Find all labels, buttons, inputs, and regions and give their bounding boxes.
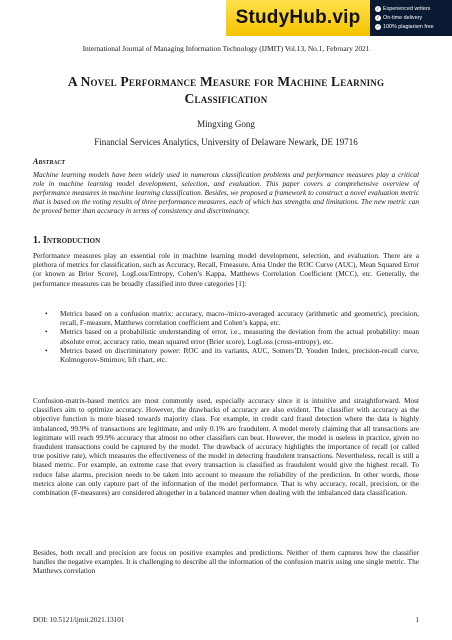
feature-item: ✓ On-time delivery: [376, 14, 423, 21]
feature-item: ✓ Experienced writers: [376, 5, 431, 12]
section-heading: 1. Introduction: [33, 235, 101, 246]
check-icon: ✓: [376, 6, 380, 11]
author-affiliation: Financial Services Analytics, University of Delaware Newark, DE 19716: [94, 137, 358, 147]
promo-banner[interactable]: [226, 0, 452, 36]
abstract-heading: Abstract: [33, 157, 66, 166]
intro-paragraph: Performance measures play an essential role in machine learning model development, selection, and evaluation. There are a plethora of metrics for classification, such as Accuracy, Recall, Fmeasure, Area Under the ROC Curve (AUC), Mean Squared Error (or known as Brior Score), LogLoss/Entropy, Cohen’s Kappa, Matthews Correlation Coefficient (MCC), etc. Generally, the performance measures can be broadly classified into three categories [1]:: [33, 251, 419, 288]
list-item: • Metrics based on a probabilistic understanding of error, i.e., measuring the deviation from the actual probability: mean absolute error, accuracy ratio, mean squared error (Brier score), LogLoss (cross-entropy), etc.: [45, 327, 419, 346]
body-paragraph: Confusion-matrix-based metrics are most commonly used, especially accuracy since it is intuitive and straightforward. Most classifiers aim to optimize accuracy. However, the drawbacks of accuracy are also evident. The classifier with accuracy as the objective function is more biased towards majority class. For example, in credit card fraud detection where the data is highly imbalanced, 99.9% of transactions are legitimate, and only 0.1% are fraudulent. A model merely claiming that all transactions are legitimate will reach 99.9% accuracy that almost no other classifiers can beat. However, the model is useless in practice, given no fraudulent transactions could be captured by the model. The drawback of accuracy highlights the importance of recall (or called true positive rate), which measures the effectiveness of the model in detecting fraudulent transactions. Nevertheless, recall is still a biased metric. For example, an extreme case that every transaction is classified as fraudulent would give the highest recall. To reduce false alarms, precision needs to be taken into account to measure the reliability of the prediction. In other words, those metrics alone can only capture part of the information of the model performance. That is why accuracy, recall, precision, or the combination (F-measures) are considered altogether in a balanced manner when dealing with the imbalanced data classification.: [33, 396, 419, 498]
bullet-icon: •: [45, 309, 48, 318]
paper-title: A Novel Performance Measure for Machine Learning Classification: [67, 74, 385, 106]
list-item: • Metrics based on a confusion matrix: accuracy, macro-/micro-averaged accuracy (arithmetic and geometric), precision, recall, F-measure, Matthews correlation coefficient and Cohen’s kappa, etc.: [45, 309, 419, 328]
page-number: 1: [415, 616, 419, 624]
body-paragraph: Besides, both recall and precision are focus on positive examples and predictions. Neither of them captures how the classifier handles the negative examples. It is challenging to describe all the information of the confusion matrix using one single metric. The Matthews correlation: [33, 548, 419, 576]
check-icon: ✓: [376, 24, 380, 29]
feature-item: ✓ 100% plagiarism free: [376, 23, 434, 30]
feature-list: [370, 5, 434, 32]
abstract-text: Machine learning models have been widely used in numerous classification problems and performance measures play a critical role in machine learning model development, selection, and evaluation. This paper covers a comprehensive overview of performance measures in machine learning classification. Besides, we proposed a framework to construct a novel evaluation metric that is based on the voting results of three performance measures, each of which has strengths and limitations. The new metric can be proved better than accuracy in terms of consistency and discriminancy.: [33, 170, 419, 215]
check-icon: ✓: [376, 15, 380, 20]
footer-doi: DOI: 10.5121/ijmit.2021.13101: [33, 616, 125, 624]
brand-logo[interactable]: StudyHub.vip: [226, 0, 370, 36]
bullet-icon: •: [45, 345, 48, 355]
list-item: • Metrics based on discriminatory power: ROC and its variants, AUC, Somers’D, Youden Index, precision-recall curve, Kolmogorov-Smirnov, lift chart, etc.: [45, 345, 419, 365]
bullet-icon: •: [45, 327, 48, 337]
author-name: Mingxing Gong: [197, 119, 255, 129]
metric-category-list: [45, 309, 419, 365]
journal-header: International Journal of Managing Information Technology (IJMIT) Vol.13, No.1, February 2021: [82, 44, 370, 53]
